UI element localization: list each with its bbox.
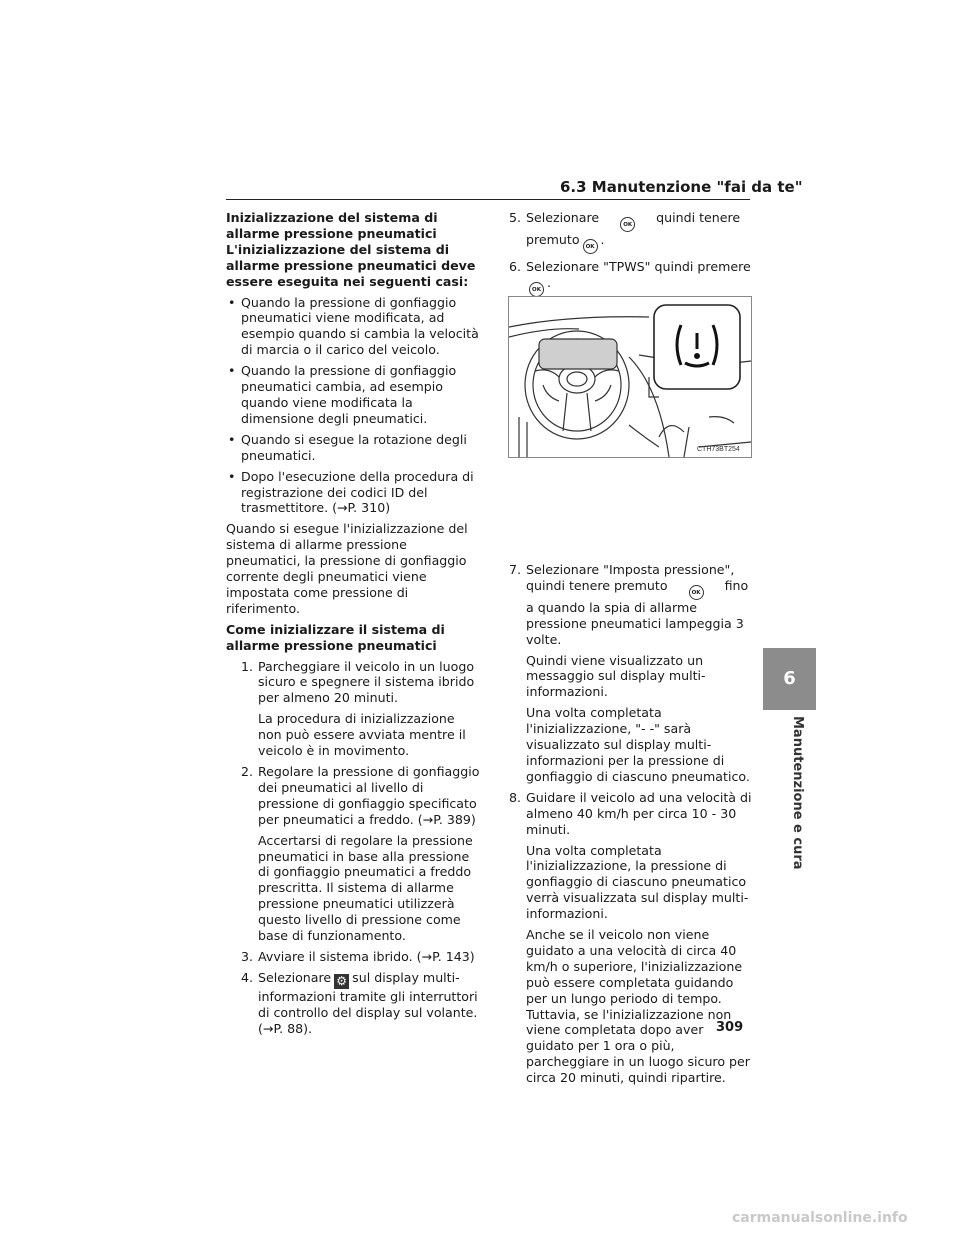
steering-wheel-illustration — [509, 297, 751, 457]
list-item: • Quando la pressione di gonfiaggio pneumatici viene modificata, ad esempio quando si cambia la velocità di marcia o il carico del veicolo. — [228, 294, 479, 358]
figure-code: CTH73BT254 — [697, 446, 740, 453]
step-6: 6. Selezionare "TPWS" quindi premere OK . — [509, 259, 755, 297]
step-5: 5. Selezionare OK quindi tenere premuto OK . — [509, 210, 755, 254]
step-8: 8. Guidare il veicolo ad una velocità di almeno 40 km/h per circa 10 - 30 minuti. — [509, 789, 752, 837]
list-item: • Quando la pressione di gonfiaggio pneumatici cambia, ad esempio quando viene modificata la dimensione degli pneumatici. — [228, 363, 457, 426]
step-7: 7. Selezionare "Imposta pressione", quindi tenere premuto OK fino a quando la spia di allarme pressione pneumatici lampeggia 3 volte. — [509, 561, 749, 647]
multi-info-display — [539, 339, 617, 369]
step-7-note: Una volta completata l'inizializzazione, "- -" sarà visualizzato sul display multi-informazioni per la pressione di gonfiaggio di ciascuno pneumatico. — [526, 705, 750, 784]
procedure-heading: Come inizializzare il sistema di allarme pressione pneumatici — [226, 621, 445, 653]
ok-button-icon: OK — [529, 282, 544, 297]
list-item: • Dopo l'esecuzione della procedura di registrazione dei codici ID del trasmettitore. (→P. 310) — [228, 468, 474, 516]
section-header: 6.3 Manutenzione "fai da te" — [560, 178, 803, 196]
step-2-note: Accertarsi di regolare la pressione pneumatici in base alla pressione di gonfiaggio pneumatici a freddo prescritta. Il sistema di allarme pressione pneumatici utilizzerà questo livello di pressione come base di funzionamento. — [258, 832, 473, 944]
cases-heading: L'inizializzazione del sistema di allarme pressione pneumatici deve essere eseguita nei seguenti casi: — [226, 241, 476, 289]
ok-button-icon: OK — [620, 217, 635, 232]
ok-button-icon: OK — [583, 239, 598, 254]
left-column — [226, 210, 480, 1042]
step-8-note: Anche se il veicolo non viene guidato a una velocità di circa 40 km/h o superiore, l'inizializzazione può essere completata guidando per un lungo periodo di tempo. Tuttavia, se l'inizializzazione non viene completata dopo aver guidato per 1 ora o più, parcheggiare in un luogo sicuro per circa 20 minuti, quindi ripartire. — [526, 927, 750, 1086]
step-3: 3. Avviare il sistema ibrido. (→P. 143) — [241, 948, 475, 964]
step-1: 1. Parcheggiare il veicolo in un luogo sicuro e spegnere il sistema ibrido per almeno 20 minuti. — [241, 658, 475, 706]
chapter-tab-label: Manutenzione e cura — [790, 716, 805, 870]
settings-gear-icon: ⚙ — [334, 974, 349, 989]
watermark: carmanualsonline.info — [732, 1210, 908, 1226]
section-heading: Inizializzazione del sistema di allarme pressione pneumatici — [226, 210, 438, 241]
step-8-note: Una volta completata l'inizializzazione, la pressione di gonfiaggio di ciascuno pneumatico verrà visualizzata sul display multi-informazioni. — [526, 842, 749, 922]
paragraph: Quando si esegue l'inizializzazione del sistema di allarme pressione pneumatici, la pressione di gonfiaggio corrente degli pneumatici viene impostata come pressione di riferimento. — [226, 521, 468, 616]
dashboard-figure — [508, 296, 752, 458]
chapter-tab: 6 — [763, 648, 816, 710]
list-item: • Quando si esegue la rotazione degli pneumatici. — [228, 431, 467, 463]
step-1-note: La procedura di inizializzazione non può essere avviata mentre il veicolo è in movimento. — [258, 711, 466, 759]
header-rule — [226, 199, 750, 200]
step-4: 4. Selezionare ⚙ sul display multi-informazioni tramite gli interruttori di controllo del display sul volante. (→P. 88). — [241, 969, 478, 1036]
step-7-note: Quindi viene visualizzato un messaggio sul display multi-informazioni. — [526, 652, 706, 700]
ok-button-icon: OK — [689, 585, 704, 600]
page-number: 309 — [716, 1020, 744, 1035]
step-2: 2. Regolare la pressione di gonfiaggio dei pneumatici al livello di pressione di gonfiaggio specificato per pneumatici a freddo. (→P. 389) — [241, 764, 480, 827]
